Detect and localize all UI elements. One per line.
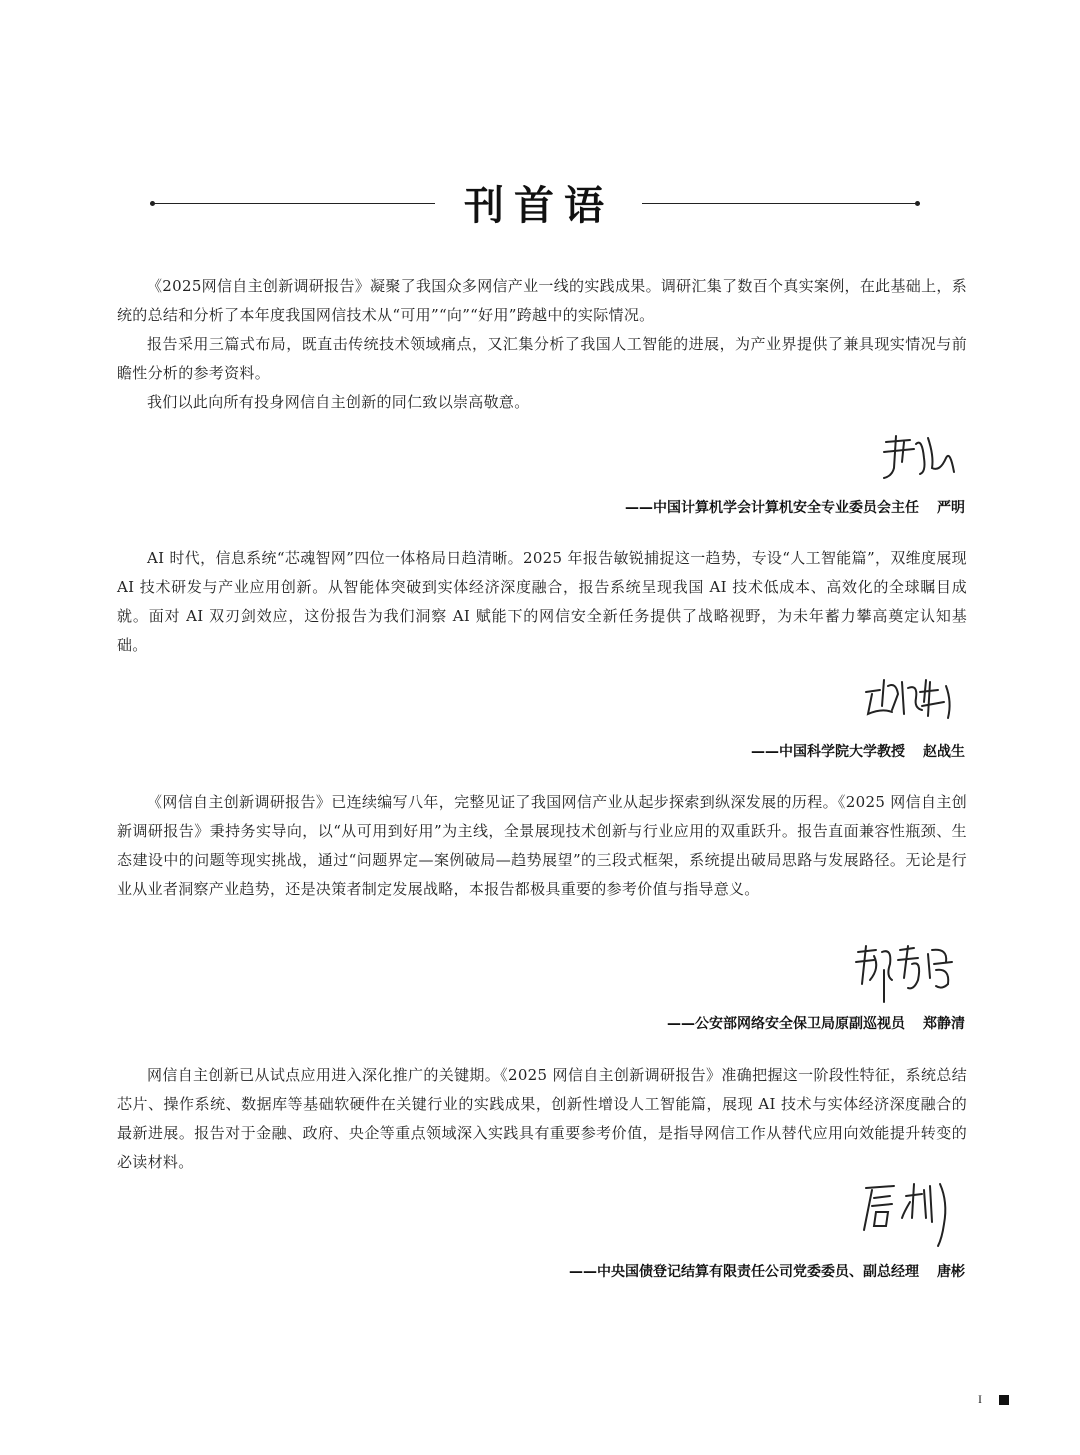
paragraph: 我们以此向所有投身网信自主创新的同仁致以崇高敬意。 [147, 393, 530, 411]
foreword-section-4 [117, 1061, 967, 1177]
footer-square-mark [999, 1395, 1009, 1405]
attribution-title: ——中国科学院大学教授 [751, 744, 905, 760]
signature-line-4 [569, 1262, 965, 1282]
attribution-name: 严明 [937, 500, 965, 516]
foreword-section-3 [117, 788, 967, 904]
signature-zhaozhansheng [862, 672, 958, 728]
attribution-name: 赵战生 [923, 744, 965, 760]
paragraph: 网信自主创新已从试点应用进入深化推广的关键期。《2025 网信自主创新调研报告》准确把握这一阶段性特征，系统总结芯片、操作系统、数据库等基础软硬件在关键行业的实践成果，创新性增设人工智能篇，展现 AI 技术与实体经济深度融合的最新进展。报告对于金融、政府、央企等重点领域深入实践具有重要参考价值，是指导网信工作从替代应用向效能提升转变的必读材料。 [117, 1066, 967, 1171]
title-row [150, 178, 920, 234]
signature-line-1 [625, 498, 965, 518]
attribution-name: 郑静清 [923, 1016, 965, 1032]
signature-line-3 [667, 1014, 965, 1034]
paragraph: 《2025网信自主创新调研报告》凝聚了我国众多网信产业一线的实践成果。调研汇集了数百个真实案例，在此基础上，系统的总结和分析了本年度我国网信技术从“可用”“向”“好用”跨越中的实际情况。 [117, 277, 967, 324]
title-rule-left [150, 203, 435, 204]
paragraph: 报告采用三篇式布局，既直击传统技术领域痛点，又汇集分析了我国人工智能的进展，为产业界提供了兼具现实情况与前瞻性分析的参考资料。 [117, 335, 967, 382]
signature-line-2 [751, 742, 965, 762]
foreword-section-1 [117, 272, 967, 417]
attribution-title: ——中央国债登记结算有限责任公司党委委员、副总经理 [569, 1264, 919, 1280]
paragraph: AI 时代，信息系统“芯魂智网”四位一体格局日趋清晰。2025 年报告敏锐捕捉这一趋势，专设“人工智能篇”，双维度展现 AI 技术研发与产业应用创新。从智能体突破到实体经济深度融合，报告系统呈现我国 AI 技术低成本、高效化的全球瞩目成就。面对 AI 双刃剑效应，这份报告为我们洞察 AI 赋能下的网信安全新任务提供了战略视野，为未年蓄力攀高奠定认知基础。 [117, 549, 967, 654]
foreword-section-2 [117, 544, 967, 660]
title-rule-right-dot [915, 201, 920, 206]
signature-tangbin [858, 1178, 958, 1250]
page-number: I [978, 1392, 982, 1406]
attribution-name: 唐彬 [937, 1264, 965, 1280]
page-title: 刊首语 [464, 182, 614, 229]
title-rule-right [642, 203, 920, 204]
signature-zhengjingqing [852, 940, 962, 1006]
signature-yanming [880, 428, 960, 484]
attribution-title: ——公安部网络安全保卫局原副巡视员 [667, 1016, 905, 1032]
paragraph: 《网信自主创新调研报告》已连续编写八年，完整见证了我国网信产业从起步探索到纵深发展的历程。《2025 网信自主创新调研报告》秉持务实导向，以“从可用到好用”为主线，全景展现技术创新与行业应用的双重跃升。报告直面兼容性瓶颈、生态建设中的问题等现实挑战，通过“问题界定—案例破局—趋势展望”的三段式框架，系统提出破局思路与发展路径。无论是行业从业者洞察产业趋势，还是决策者制定发展战略，本报告都极具重要的参考价值与指导意义。 [117, 793, 967, 898]
attribution-title: ——中国计算机学会计算机安全专业委员会主任 [625, 500, 919, 516]
